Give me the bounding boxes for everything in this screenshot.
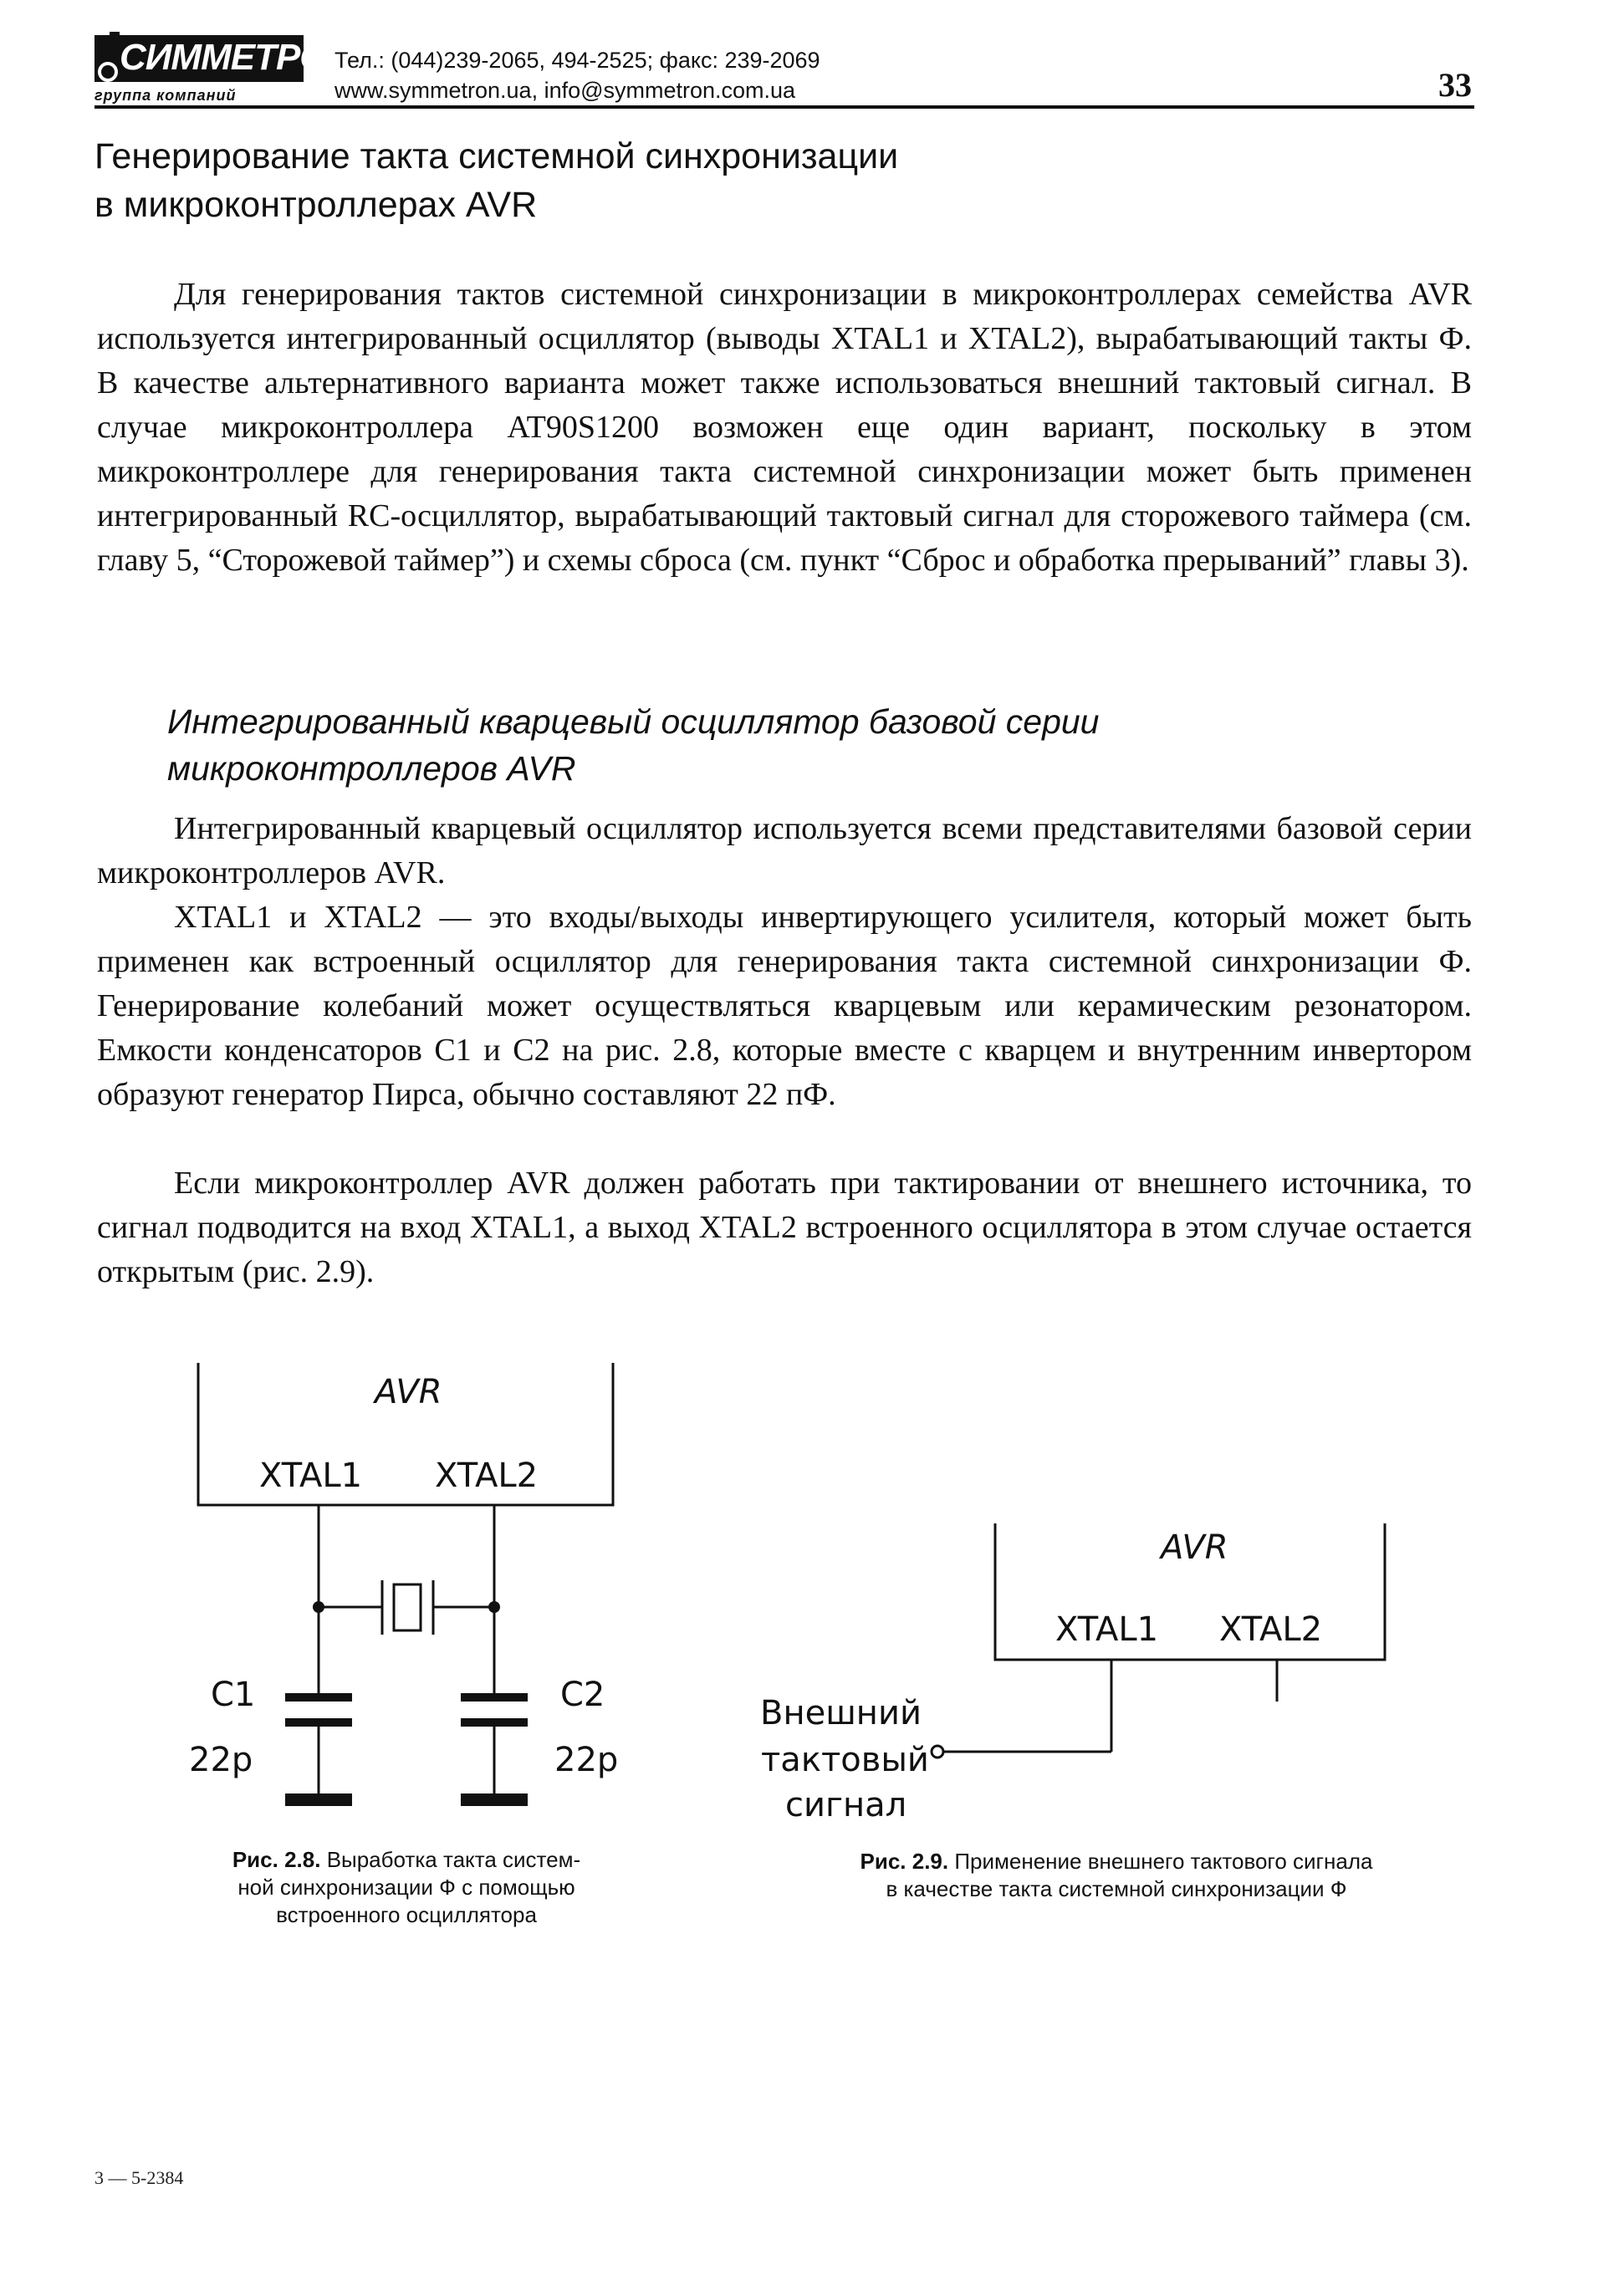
- intro-paragraph: Для генерирования тактов системной синхронизации в микроконтроллерах семейства AVR используется интегрированный осциллятор (выводы XTAL1 и XTAL2), вырабатывающий такты Ф. В качестве альтернативного варианта может также использоваться внешний тактовый сигнал. В случае микроконтроллера AT90S1200 возможен еще один вариант, поскольку в этом микроконтроллере для генерирования такта системной синхронизации может быть применен интегрированный RC-осциллятор, вырабатывающий тактовый сигнал для сторожевого таймера (см. главу 5, “Сторожевой таймер”) и схемы сброса (см. пункт “Сброс и обработка прерываний” главы 3).: [97, 277, 1472, 578]
- fig2-chip-label: AVR: [1161, 1528, 1228, 1567]
- capacitor-c2-icon: [461, 1693, 528, 1702]
- c1-name: C1: [211, 1676, 256, 1714]
- input-terminal-icon: [932, 1746, 943, 1758]
- paragraph-1: Интегрированный кварцевый осциллятор используется всеми представителями базовой серии микроконтроллеров AVR.: [97, 811, 1472, 890]
- ground-right-icon: [461, 1793, 528, 1806]
- subsection-title: [167, 698, 1100, 792]
- subsection-title-line2: микроконтроллеров AVR: [167, 749, 576, 788]
- fig1-caption-number: Рис. 2.8.: [232, 1847, 321, 1872]
- header-rule: [94, 105, 1474, 109]
- header-web: www.symmetron.ua, info@symmetron.com.ua: [335, 78, 796, 103]
- logo-subtitle: группа компаний: [94, 87, 237, 104]
- company-logo: [94, 32, 354, 104]
- section-title-line2: в микроконтроллерах AVR: [94, 185, 538, 225]
- junction-dot-right: [488, 1601, 500, 1613]
- ext-signal-line2: тактовый: [761, 1741, 929, 1779]
- fig2-caption-line1: Применение внешнего тактового сигнала: [954, 1849, 1373, 1874]
- c2-value: 22p: [554, 1741, 619, 1779]
- fig1-caption-line3: встроенного осциллятора: [276, 1902, 537, 1927]
- fig2-caption-line2: в качестве такта системной синхронизации Ф: [886, 1876, 1347, 1901]
- ext-signal-line3: сигнал: [785, 1786, 907, 1824]
- c2-name: C2: [560, 1676, 605, 1714]
- fig2-pin1-label: XTAL1: [1055, 1610, 1159, 1649]
- fig1-pin2-label: XTAL2: [435, 1457, 539, 1495]
- c1-value: 22p: [189, 1741, 253, 1779]
- figure-2-8-caption: [164, 1846, 649, 1929]
- paragraph-2: XTAL1 и XTAL2 — это входы/выходы инвертирующего усилителя, который может быть применен как встроенный осциллятор для генерирования такта системной синхронизации Ф. Генерирование колебаний может осуществляться кварцевым или керамическим резонатором. Емкости конденсаторов C1 и C2 на рис. 2.8, которые вместе с кварцем и внутренним инвертором образуют генератор Пирса, обычно составляют 22 пФ.: [97, 900, 1472, 1112]
- header-phone: Тел.: (044)239-2065, 494-2525; факс: 239-2069: [335, 48, 820, 73]
- fig1-caption-line1: Выработка такта систем-: [326, 1847, 581, 1872]
- logo-word: СИММЕТРОН: [120, 37, 354, 78]
- fig1-pin1-label: XTAL1: [259, 1457, 363, 1495]
- capacitor-c1-icon: [285, 1693, 352, 1702]
- header-contacts: [335, 45, 820, 105]
- fig2-chip-outline: [995, 1523, 1385, 1660]
- fig2-pin2-label: XTAL2: [1219, 1610, 1323, 1649]
- junction-dot-left: [313, 1601, 324, 1613]
- fig1-chip-outline: [198, 1363, 613, 1505]
- section-title-line1: Генерирование такта системной синхронизации: [94, 136, 899, 176]
- fig2-caption-number: Рис. 2.9.: [860, 1849, 949, 1874]
- figure-2-9-caption: [736, 1848, 1497, 1903]
- ground-left-icon: [285, 1793, 352, 1806]
- fig1-caption-line2: ной синхронизации Ф с помощью: [237, 1875, 575, 1900]
- paragraph-3: Если микроконтроллер AVR должен работать при тактировании от внешнего источника, то сигнал подводится на вход XTAL1, а выход XTAL2 встроенного осциллятора в этом случае остается открытым (рис. 2.9).: [97, 1166, 1472, 1289]
- fig1-chip-label: AVR: [375, 1373, 442, 1411]
- printer-signature: 3 — 5-2384: [94, 2167, 184, 2188]
- section-title: [94, 132, 898, 229]
- crystal-icon: [394, 1584, 421, 1630]
- page-number: 33: [1438, 66, 1472, 104]
- subsection-title-line1: Интегрированный кварцевый осциллятор базовой серии: [167, 702, 1100, 741]
- ext-signal-line1: Внешний: [760, 1694, 922, 1732]
